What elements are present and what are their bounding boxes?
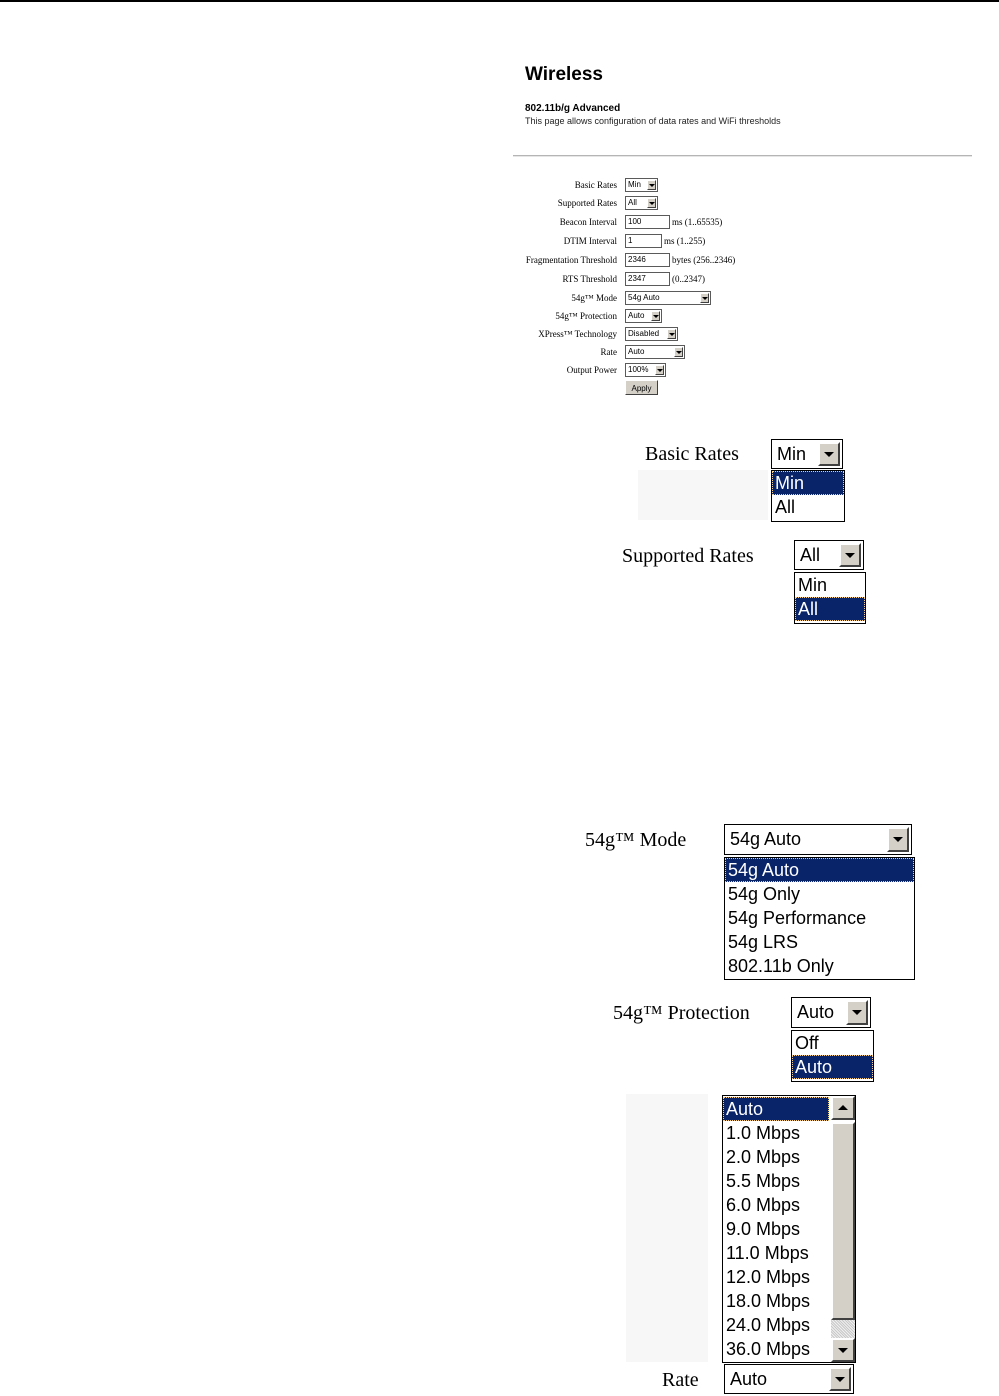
chevron-down-icon[interactable] [651,311,660,321]
chevron-down-icon[interactable] [655,365,664,375]
output-power-label: Output Power [566,365,617,375]
page-title: Wireless [525,64,603,85]
chevron-down-icon[interactable] [647,198,656,208]
header-divider [513,155,972,157]
chevron-down-icon[interactable] [846,1000,868,1025]
zoom-protection-value: Auto [797,1002,835,1022]
chevron-down-icon[interactable] [674,347,683,357]
basic-rates-label: Basic Rates [574,180,617,190]
mode-select[interactable] [625,291,711,305]
section-description: This page allows configuration of data rates and WiFi thresholds [525,116,781,126]
option-36-mbps[interactable]: 36.0 Mbps [726,1339,811,1359]
xpress-value: Disabled [628,329,660,338]
zoom-basic-rates-value: Min [777,444,807,464]
protection-label: 54g™ Protection [555,311,617,321]
rts-threshold-input[interactable]: 2347 [625,272,670,286]
zoom-rate-options [722,1095,856,1363]
option-18-mbps[interactable]: 18.0 Mbps [726,1291,811,1311]
chevron-down-icon[interactable] [667,329,676,339]
basic-rates-select[interactable] [625,178,658,192]
option-1-mbps[interactable]: 1.0 Mbps [726,1123,801,1143]
rate-label: Rate [600,347,617,357]
apply-button[interactable]: Apply [625,380,658,395]
option-all[interactable]: All [775,497,796,517]
dtim-interval-label: DTIM Interval [563,236,617,246]
option-2-mbps[interactable]: 2.0 Mbps [726,1147,801,1167]
fragmentation-threshold-input[interactable]: 2346 [625,253,670,267]
zoom-rate-label: Rate [662,1369,699,1391]
scroll-up-arrow-icon[interactable] [831,1096,855,1120]
supported-rates-value: All [628,198,637,207]
option-off[interactable]: Off [795,1033,819,1053]
protection-select[interactable] [625,309,662,323]
option-min[interactable]: Min [798,575,828,595]
scroll-thumb[interactable] [831,1122,855,1320]
fragmentation-threshold-hint: bytes (256..2346) [672,255,736,265]
zoom-basic-rates-label: Basic Rates [645,443,739,465]
section-subtitle: 802.11b/g Advanced [525,103,621,114]
option-12-mbps[interactable]: 12.0 Mbps [726,1267,811,1287]
option-11-mbps[interactable]: 11.0 Mbps [726,1243,809,1263]
option-auto[interactable]: Auto [723,1097,829,1121]
zoom-protection-options [791,1030,874,1082]
option-5-5-mbps[interactable]: 5.5 Mbps [726,1171,801,1191]
dtim-interval-input[interactable]: 1 [625,234,662,248]
option-24-mbps[interactable]: 24.0 Mbps [726,1315,811,1335]
xpress-label: XPress™ Technology [538,329,617,339]
page-top-rule [0,0,999,2]
rate-value: Auto [628,347,645,356]
scroll-track[interactable] [831,1320,855,1338]
supported-rates-select[interactable] [625,196,658,210]
zoom-supported-rates-label: Supported Rates [622,545,754,567]
zoom-mode-value: 54g Auto [730,829,802,849]
chevron-down-icon[interactable] [887,827,909,852]
rate-select[interactable] [625,345,685,359]
rts-threshold-label: RTS Threshold [562,274,617,284]
supported-rates-label: Supported Rates [557,198,617,208]
chevron-down-icon[interactable] [829,1367,851,1391]
chevron-down-icon[interactable] [647,180,656,190]
zoom-rate-select[interactable] [724,1364,854,1394]
protection-value: Auto [628,311,645,320]
mode-value: 54g Auto [628,293,660,302]
xpress-select[interactable] [625,327,678,341]
zoom-basic-rates-select[interactable] [771,439,843,469]
dtim-interval-hint: ms (1..255) [664,236,706,246]
zoom-mode-select[interactable] [724,824,912,855]
zoom-supported-rates-options [794,572,866,624]
option-auto[interactable]: Auto [792,1055,873,1079]
option-backdrop [638,470,768,520]
option-54g-auto[interactable]: 54g Auto [725,858,914,882]
output-power-value: 100% [628,365,649,374]
fragmentation-threshold-label: Fragmentation Threshold [525,255,617,265]
chevron-down-icon[interactable] [818,442,840,466]
option-54g-lrs[interactable]: 54g LRS [728,932,799,952]
option-6-mbps[interactable]: 6.0 Mbps [726,1195,801,1215]
basic-rates-value: Min [628,180,641,189]
option-802-11b-only[interactable]: 802.11b Only [728,956,834,976]
chevron-down-icon[interactable] [700,293,709,303]
zoom-rate-value: Auto [730,1369,768,1389]
mode-label: 54g™ Mode [571,293,617,303]
beacon-interval-label: Beacon Interval [559,217,617,227]
zoom-basic-rates-options [771,470,845,522]
option-54g-only[interactable]: 54g Only [728,884,801,904]
option-9-mbps[interactable]: 9.0 Mbps [726,1219,801,1239]
beacon-interval-input[interactable]: 100 [625,215,670,229]
zoom-mode-options [724,857,915,980]
option-all[interactable]: All [795,597,865,621]
rts-threshold-hint: (0..2347) [672,274,705,284]
zoom-supported-rates-select[interactable] [794,540,864,570]
chevron-down-icon[interactable] [839,543,861,567]
option-54g-performance[interactable]: 54g Performance [728,908,867,928]
scroll-down-arrow-icon[interactable] [831,1338,855,1362]
zoom-supported-rates-value: All [800,545,821,565]
zoom-protection-select[interactable] [791,997,871,1028]
option-backdrop [626,1094,708,1362]
zoom-mode-label: 54g™ Mode [585,829,687,851]
zoom-protection-label: 54g™ Protection [613,1002,750,1024]
option-min[interactable]: Min [772,471,844,495]
beacon-interval-hint: ms (1..65535) [672,217,723,227]
rate-list-scrollbar[interactable] [831,1096,855,1362]
output-power-select[interactable] [625,363,666,377]
zoom-rate-option-list [723,1097,829,1361]
